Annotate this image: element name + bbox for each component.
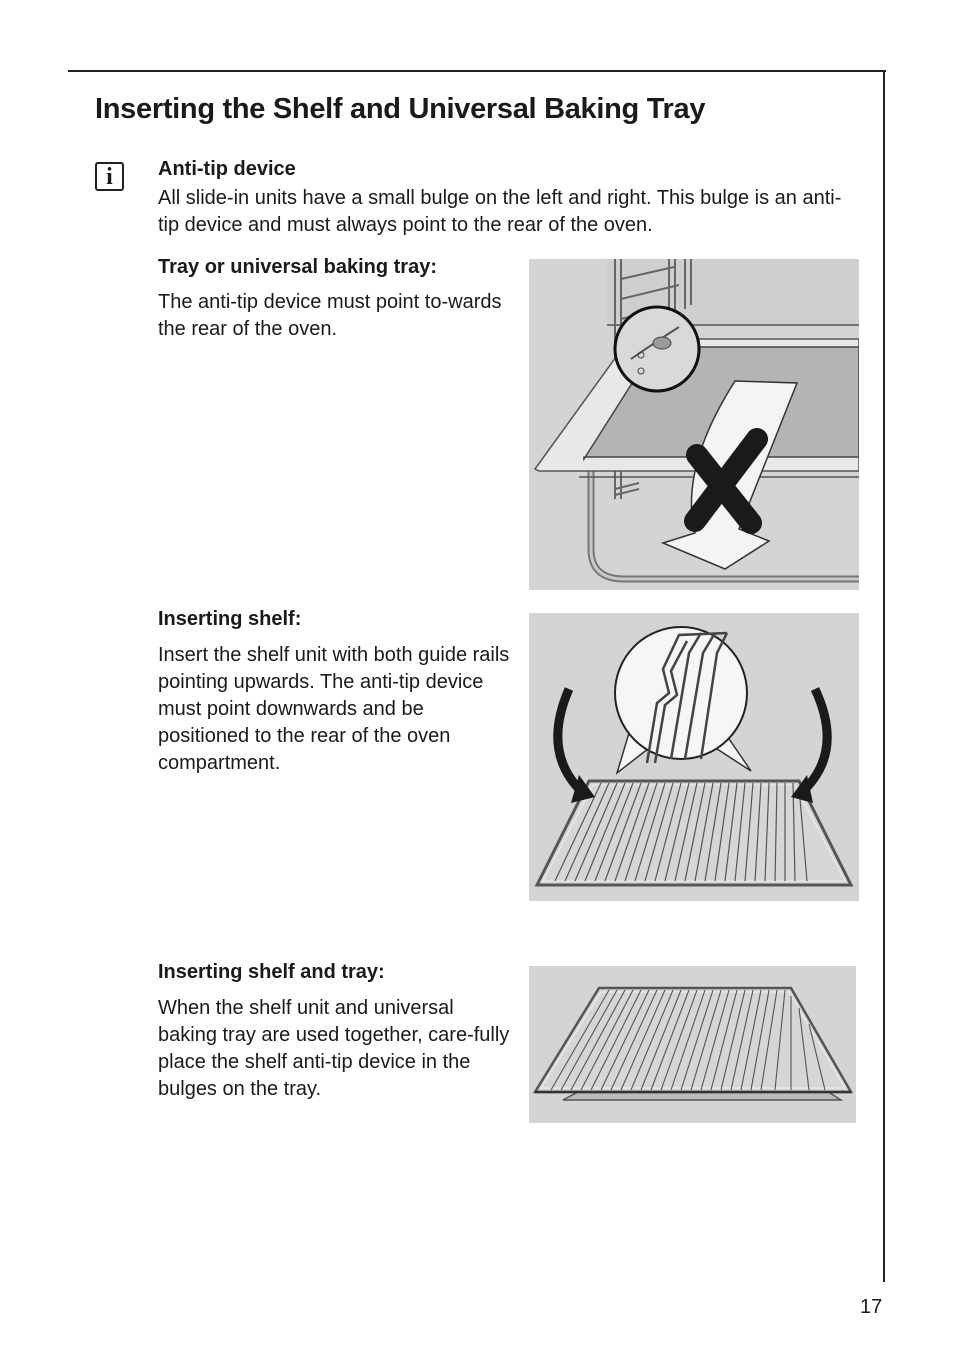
section-text-shelf: Insert the shelf unit with both guide rails pointing upwards. The anti-tip device must point downwards and be positioned to the rear of the oven compartment.: [158, 644, 510, 774]
page-title: Inserting the Shelf and Universal Baking Tray: [95, 93, 706, 125]
page-number: 17: [860, 1296, 883, 1318]
section-text-tray: The anti-tip device must point to-wards the rear of the oven.: [158, 291, 502, 340]
section-heading-shelf: Inserting shelf:: [158, 608, 302, 630]
tray-insertion-illustration: [529, 259, 859, 590]
anti-tip-heading: Anti-tip device: [158, 158, 296, 180]
section-text-shelf-and-tray: When the shelf unit and universal baking tray are used together, care-fully place the shelf anti-tip device in the bulges on the tray.: [158, 997, 510, 1100]
shelf-and-tray-illustration: [529, 966, 856, 1123]
top-rule: [68, 70, 886, 72]
right-margin-rule: [883, 70, 885, 1282]
info-icon: i: [95, 162, 124, 191]
section-heading-tray: Tray or universal baking tray:: [158, 256, 437, 278]
section-heading-shelf-and-tray: Inserting shelf and tray:: [158, 961, 385, 983]
anti-tip-description: All slide-in units have a small bulge on the left and right. This bulge is an anti-tip device and must always point to the rear of the oven.: [158, 187, 842, 236]
shelf-insertion-illustration: [529, 613, 859, 901]
